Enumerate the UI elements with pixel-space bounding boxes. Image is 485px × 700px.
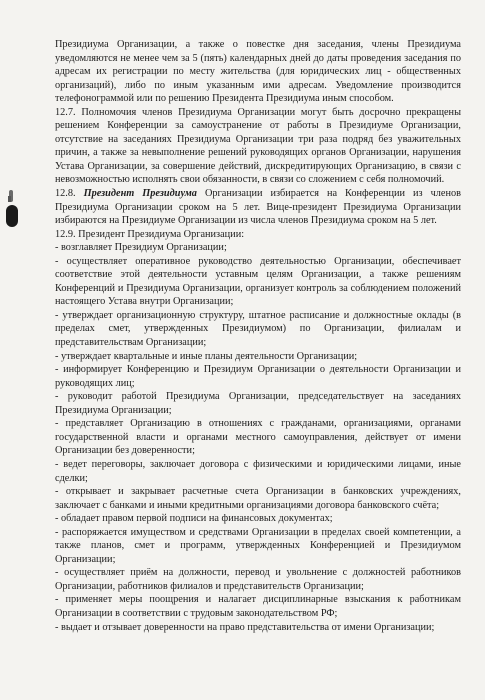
list-item: - распоряжается имуществом и средствами Организации в пределах своей компетенции, а также планов, смет и программ, утвержденных Конференцией и Президиумом Организации; bbox=[55, 526, 461, 565]
list-item: - обладает правом первой подписи на финансовых документах; bbox=[55, 513, 333, 525]
list-item: - утверждает организационную структуру, штатное расписание и должностные оклады (в пределах смет, утвержденных Президиумом) по Организации, филиалам и представительствам Организации; bbox=[55, 309, 461, 349]
document-page bbox=[55, 38, 461, 634]
paragraph-notification: Президиума Организации, а также о повестке дня заседания, члены Президиума уведомляются не менее чем за 5 (пять) календарных дней до даты проведения заседания по адресам их регистрации по месту жительства (для юридических лиц - общественных организаций), либо по иным указанным ими адресам. Уведомление производится телефонограммой или по решению Президента Президиума иным способом. bbox=[55, 39, 461, 105]
list-item: - утверждает квартальные и иные планы деятельности Организации; bbox=[55, 350, 358, 362]
list-item: - осуществляет оперативное руководство деятельностью Организации, обеспечивает соответствие этой деятельности уставным целям Организации, а также решениям Конференций и Президиума Организации, организует контроль за соблюдением положений настоящего Устава внутри Организации; bbox=[55, 255, 461, 308]
list-item: - информирует Конференцию и Президиум Организации о деятельности Организации и руководящих лиц; bbox=[55, 364, 461, 389]
list-item: - представляет Организацию в отношениях с гражданами, организациями, органами государственной власти и органами местного самоуправления, действует от имени Организации без доверенности; bbox=[55, 418, 461, 457]
paragraph-12-8 bbox=[55, 187, 461, 228]
list-item: - руководит работой Президиума Организации, председательствует на заседаниях Президиума Организации; bbox=[55, 391, 461, 416]
list-item: - ведет переговоры, заключает договора с физическими и юридическими лицами, иные сделки; bbox=[55, 458, 461, 484]
paragraph-12-7: 12.7. Полномочия членов Президиума Организации могут быть досрочно прекращены решением Конференции за самоустранение от работы в Президиуме Организации, отсутствие на заседаниях Президиума Организации три раза подряд без уважительных причин, а также за невыполнение решений руководящих органов Организации, нарушения Устава Организации, за совершение действий, дискредитирующих Организацию, в связи с невозможностью исполнять свои обязанности, в связи со сложением с себя полномочий. bbox=[55, 106, 461, 186]
punch-hole bbox=[6, 205, 18, 227]
list-item: - выдает и отзывает доверенности на право представительства от имени Организации; bbox=[55, 621, 435, 633]
scan-smudge bbox=[8, 196, 11, 202]
list-item: - осуществляет приём на должности, перевод и увольнение с должностей работников Организации, работников филиалов и представительств Организации; bbox=[55, 567, 461, 592]
paragraph-12-8-number: 12.8. bbox=[55, 188, 84, 200]
paragraph-12-8-text: Организации избирается на Конференции из членов Президиума Организации сроком на 5 лет. Вице-президент Президиума Организации избираются на Президиуме Организации из числа членов Президиума сроком на 5 лет. bbox=[55, 188, 461, 227]
list-item: - применяет меры поощрения и налагает дисциплинарные взыскания к работникам Организации в соответствии с трудовым законодательством РФ; bbox=[55, 594, 461, 619]
paragraph-12-8-emphasis: Президент Президиума bbox=[83, 188, 197, 200]
list-item: - возглавляет Президиум Организации; bbox=[55, 242, 227, 254]
paragraph-12-9-heading: 12.9. Президент Президиума Организации: bbox=[55, 228, 245, 240]
list-item: - открывает и закрывает расчетные счета Организации в банковских учреждениях, заключает с банками и иными кредитными организациями договора банковского счёта; bbox=[55, 486, 461, 511]
